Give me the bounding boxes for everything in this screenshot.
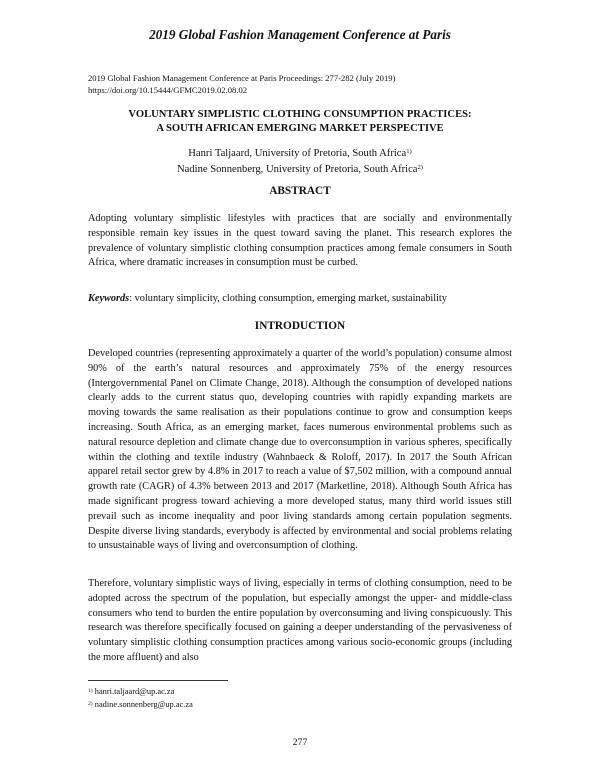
footnote-2-email[interactable]: nadine.sonnenberg@up.ac.za bbox=[92, 700, 193, 709]
footnotes bbox=[88, 686, 388, 712]
author-1-name: Hanri Taljaard, University of Pretoria, South Africa bbox=[188, 148, 407, 159]
footnote-divider bbox=[88, 680, 228, 681]
footnote-1-mark: 1) bbox=[88, 688, 93, 694]
keywords-line bbox=[88, 293, 512, 304]
footnote-2 bbox=[88, 699, 388, 712]
introduction-paragraph-1: Developed countries (representing approximately a quarter of the world’s population) consume almost 90% of the earth’s natural resources and approximately 75% of the energy resources (Intergovernmental Panel on Climate Change, 2018). Although the consumption of developed nations clearly adds to the current status quo, developing countries with rapidly expanding markets are moving towards the same realisation as their populations continue to grow and consumption keeps increasing. South Africa, as an emerging market, faces numerous environmental problems such as natural resource depletion and climate change due to overconsumption in various spheres, specifically within the clothing and textile industry (Wahnbaeck & Roloff, 2017). In 2017 the South African apparel retail sector grew by 4.8% in 2017 to reach a value of $7,502 million, with a compound annual growth rate (CAGR) of 4.3% between 2013 and 2017 (Marketline, 2018). Although South Africa has made significant progress toward achieving a more developed status, many third world issues still prevail such as income inequality and poor living standards among certain population segments. Despite diverse living standards, everybody is affected by environmental and social problems relating to unsustainable ways of living and overconsumption of clothing. bbox=[88, 348, 512, 552]
introduction-paragraph-2: Therefore, voluntary simplistic ways of living, especially in terms of clothing consumption, need to be adopted across the spectrum of the population, but especially amongst the upper- and middle-class consumers who tend to burden the entire population by overconsuming and living conspicuously. This research was therefore specifically focused on gaining a deeper understanding of the pervasiveness of voluntary simplistic clothing consumption practices among various socio-economic groups (including the more affluent) and also bbox=[88, 578, 512, 663]
abstract-text: Adopting voluntary simplistic lifestyles with practices that are socially and environmentally responsible remain key issues in the quest toward saving the planet. This research explores the prevalence of voluntary simplistic clothing consumption practices among female consumers in South Africa, where dramatic increases in consumption must be curbed. bbox=[88, 213, 512, 269]
keywords-text: : voluntary simplicity, clothing consumption, emerging market, sustainability bbox=[129, 293, 447, 304]
title-line-1: VOLUNTARY SIMPLISTIC CLOTHING CONSUMPTION PRACTICES: bbox=[128, 109, 472, 120]
title-line-2: A SOUTH AFRICAN EMERGING MARKET PERSPECTIVE bbox=[156, 123, 444, 134]
author-2-footnote-mark: 2) bbox=[417, 164, 423, 171]
keywords-label: Keywords bbox=[88, 293, 130, 304]
introduction-heading: INTRODUCTION bbox=[254, 320, 346, 332]
page-number: 277 bbox=[292, 737, 308, 748]
citation-block bbox=[88, 72, 518, 96]
footnote-2-mark: 2) bbox=[88, 701, 93, 707]
abstract-heading: ABSTRACT bbox=[269, 185, 331, 197]
author-1 bbox=[0, 146, 600, 162]
paper-title bbox=[60, 108, 540, 136]
author-2-name: Nadine Sonnenberg, University of Pretoria, South Africa bbox=[177, 164, 418, 175]
author-list bbox=[0, 146, 600, 178]
footnote-1-email[interactable]: hanri.taljaard@up.ac.za bbox=[92, 687, 175, 696]
footnote-1 bbox=[88, 686, 388, 699]
author-2 bbox=[0, 162, 600, 178]
citation-doi-link[interactable]: https://doi.org/10.15444/GFMC2019.02.08.02 bbox=[88, 85, 248, 95]
author-1-footnote-mark: 1) bbox=[406, 148, 412, 155]
running-head: 2019 Global Fashion Management Conference at Paris bbox=[149, 27, 451, 42]
citation-proceedings: 2019 Global Fashion Management Conference at Paris Proceedings: 277-282 (July 2019) bbox=[88, 73, 396, 83]
